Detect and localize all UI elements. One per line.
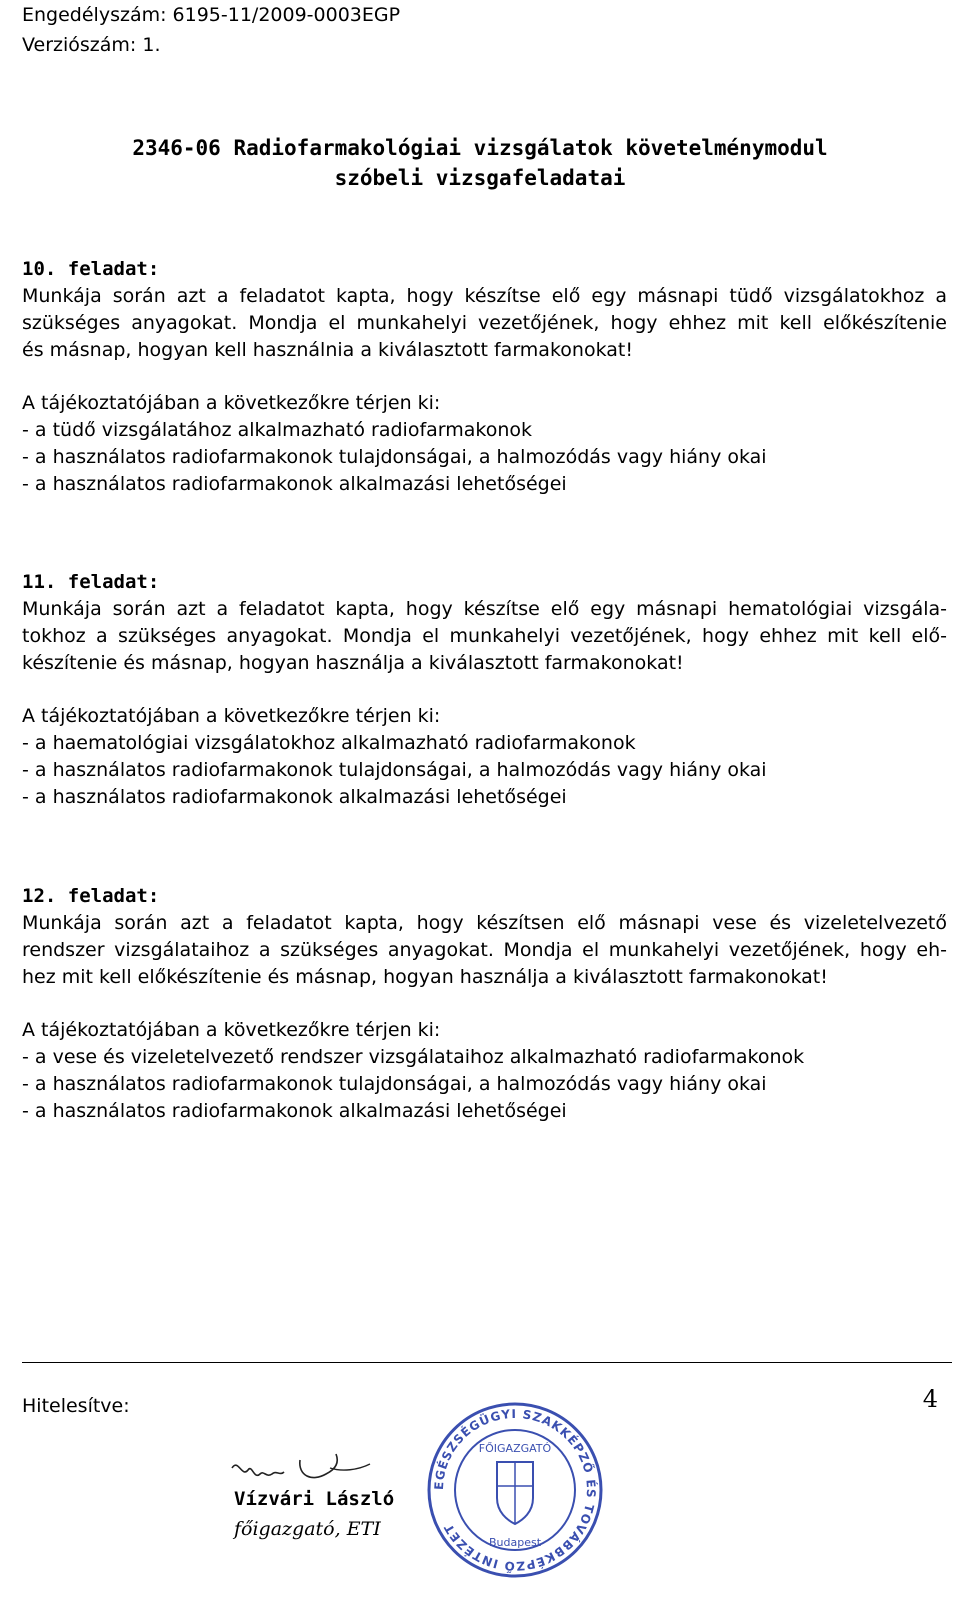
task-description <box>22 910 947 991</box>
task-12 <box>22 883 947 1125</box>
document-header <box>22 0 400 60</box>
task-11 <box>22 569 947 811</box>
task-description-line: szükséges anyagokat. Mondja el munkahelyi vezetőjének, hogy ehhez mit kell előkészítenie <box>22 312 947 334</box>
version-number: Verziószám: 1. <box>22 34 161 56</box>
signer-role: főigazgató, ETI <box>234 1518 381 1540</box>
task-description-line: rendszer vizsgálataihoz a szükséges anyagokat. Mondja el munkahelyi vezetőjének, hogy eh- <box>22 939 947 961</box>
license-number: Engedélyszám: 6195-11/2009-0003EGP <box>22 4 401 26</box>
official-stamp <box>425 1400 605 1584</box>
authenticated-label: Hitelesítve: <box>22 1395 130 1417</box>
briefing-item: - a tüdő vizsgálatához alkalmazható radiofarmakonok <box>22 419 533 441</box>
task-description-line: és másnap, hogyan kell használnia a kiválasztott farmakonokat! <box>22 339 633 361</box>
briefing-item: - a használatos radiofarmakonok alkalmazási lehetőségei <box>22 473 567 495</box>
task-heading: 12. feladat: <box>22 885 160 907</box>
briefing-item: - a használatos radiofarmakonok alkalmazási lehetőségei <box>22 1100 567 1122</box>
task-10 <box>22 256 947 498</box>
task-description-line: Munkája során azt a feladatot kapta, hogy készítsen elő másnapi vese és vizeletelvezető <box>22 912 947 934</box>
page-number: 4 <box>922 1385 938 1413</box>
briefing-item: - a haematológiai vizsgálatokhoz alkalmazható radiofarmakonok <box>22 732 636 754</box>
svg-text:FŐIGAZGATÓ: FŐIGAZGATÓ <box>478 1442 552 1455</box>
page-title-line-2: szóbeli vizsgafeladatai <box>334 166 626 190</box>
task-description <box>22 596 947 677</box>
svg-text:Budapest: Budapest <box>488 1536 542 1549</box>
briefing-item: - a használatos radiofarmakonok tulajdonságai, a halmozódás vagy hiány okai <box>22 759 767 781</box>
briefing-item: - a használatos radiofarmakonok tulajdonságai, a halmozódás vagy hiány okai <box>22 446 767 468</box>
task-description <box>22 283 947 364</box>
briefing-item: - a használatos radiofarmakonok tulajdonságai, a halmozódás vagy hiány okai <box>22 1073 767 1095</box>
signer-name: Vízvári László <box>234 1488 395 1510</box>
footer-divider <box>22 1362 952 1363</box>
svg-text:EGÉSZSÉGÜGYI SZAKKÉPZŐ ÉS TOVÁ: EGÉSZSÉGÜGYI SZAKKÉPZŐ ÉS TOVÁBBKÉPZŐ INTÉZET <box>431 1406 599 1574</box>
page-title <box>0 133 960 193</box>
briefing-item: - a használatos radiofarmakonok alkalmazási lehetőségei <box>22 786 567 808</box>
task-description-line: hez mit kell előkészítenie és másnap, hogyan használja a kiválasztott farmakonokat! <box>22 966 828 988</box>
task-heading: 10. feladat: <box>22 258 160 280</box>
briefing-item: - a vese és vizeletelvezető rendszer vizsgálataihoz alkalmazható radiofarmakonok <box>22 1046 805 1068</box>
task-description-line: Munkája során azt a feladatot kapta, hogy készítse elő egy másnapi tüdő vizsgálatokhoz a <box>22 285 947 307</box>
briefing-intro: A tájékoztatójában a következőkre térjen ki: <box>22 1019 441 1041</box>
task-description-line: Munkája során azt a feladatot kapta, hogy készítse elő egy másnapi hematológiai vizsgála- <box>22 598 947 620</box>
task-description-line: tokhoz a szükséges anyagokat. Mondja el munkahelyi vezetőjének, hogy ehhez mit kell elő- <box>22 625 947 647</box>
task-heading: 11. feladat: <box>22 571 160 593</box>
page-title-line-1: 2346-06 Radiofarmakológiai vizsgálatok követelménymodul <box>132 136 828 160</box>
briefing-intro: A tájékoztatójában a következőkre térjen ki: <box>22 705 441 727</box>
task-description-line: készítenie és másnap, hogyan használja a kiválasztott farmakonokat! <box>22 652 684 674</box>
briefing-intro: A tájékoztatójában a következőkre térjen ki: <box>22 392 441 414</box>
